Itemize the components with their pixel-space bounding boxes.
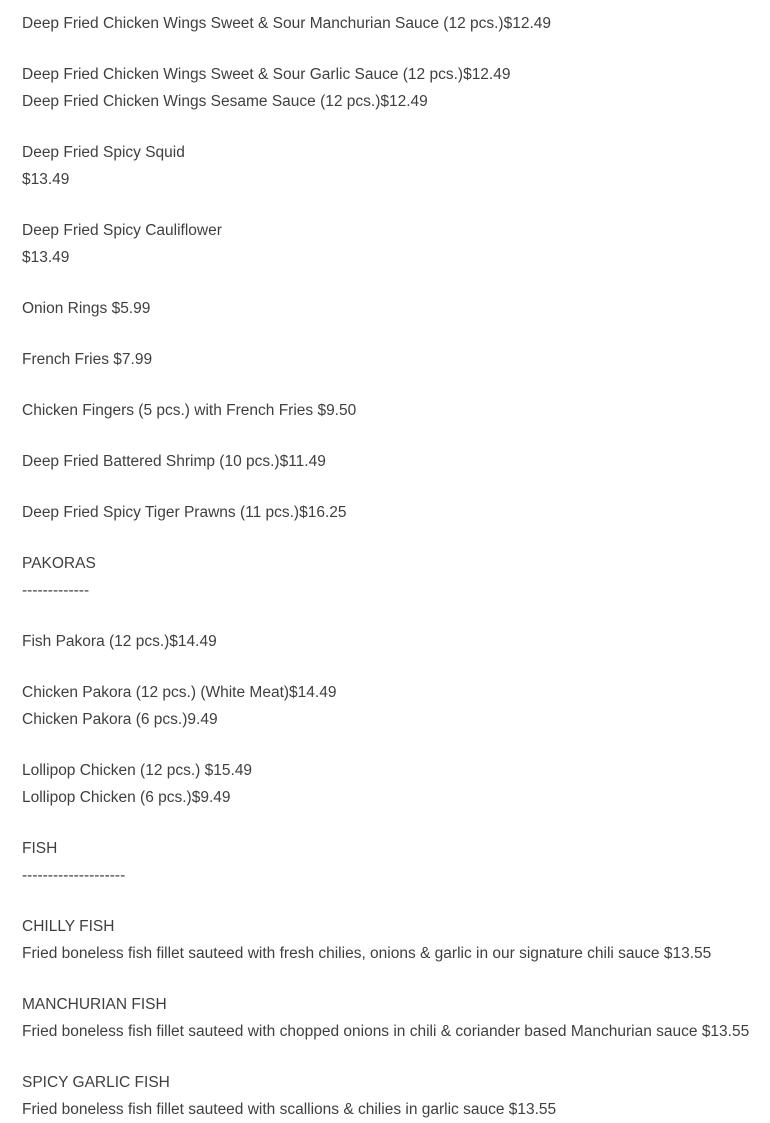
menu-line: Deep Fried Battered Shrimp (10 pcs.)$11.49: [22, 453, 326, 470]
menu-line: Lollipop Chicken (12 pcs.) $15.49: [22, 762, 253, 779]
menu-price: $13.49: [22, 171, 70, 188]
menu-line: Deep Fried Chicken Wings Sweet & Sour Garlic Sauce (12 pcs.)$12.49: [22, 66, 511, 83]
menu-item: [22, 397, 770, 424]
section-title-fish: FISH: [22, 840, 58, 857]
section-divider: -------------: [22, 582, 90, 599]
menu-line: Deep Fried Chicken Wings Sweet & Sour Manchurian Sauce (12 pcs.)$12.49: [22, 15, 551, 32]
dish-name: MANCHURIAN FISH: [22, 996, 167, 1013]
menu-item: [22, 346, 770, 373]
menu-price: $13.49: [22, 249, 70, 266]
menu-item: [22, 991, 770, 1045]
menu-item: [22, 913, 770, 967]
menu-line: Chicken Fingers (5 pcs.) with French Fries $9.50: [22, 402, 357, 419]
menu-item: [22, 499, 770, 526]
menu-item: [22, 628, 770, 655]
menu-line: Deep Fried Spicy Squid: [22, 144, 185, 161]
dish-name: CHILLY FISH: [22, 918, 115, 935]
section-heading: [22, 550, 770, 604]
menu-item: [22, 61, 770, 115]
menu-item: [22, 10, 770, 37]
menu-item: [22, 757, 770, 811]
menu-line: Chicken Pakora (12 pcs.) (White Meat)$14.49: [22, 684, 337, 701]
menu-item: [22, 295, 770, 322]
menu-item: [22, 139, 770, 193]
menu-item: [22, 679, 770, 733]
menu-line: Lollipop Chicken (6 pcs.)$9.49: [22, 789, 231, 806]
menu-line: French Fries $7.99: [22, 351, 153, 368]
dish-description: Fried boneless fish fillet sauteed with chopped onions in chili & coriander based Manchurian sauce $13.55: [22, 1023, 750, 1040]
section-divider: --------------------: [22, 867, 126, 884]
menu-line: Deep Fried Spicy Tiger Prawns (11 pcs.)$16.25: [22, 504, 347, 521]
section-title-pakoras: PAKORAS: [22, 555, 96, 572]
menu-item: [22, 1069, 770, 1123]
menu-line: Deep Fried Chicken Wings Sesame Sauce (12 pcs.)$12.49: [22, 93, 428, 110]
menu-item: [22, 448, 770, 475]
menu-line: Deep Fried Spicy Cauliflower: [22, 222, 222, 239]
menu-line: Fish Pakora (12 pcs.)$14.49: [22, 633, 217, 650]
dish-name: SPICY GARLIC FISH: [22, 1074, 170, 1091]
dish-description: Fried boneless fish fillet sauteed with fresh chilies, onions & garlic in our signature chili sauce $13.55: [22, 945, 712, 962]
menu-item: [22, 217, 770, 271]
dish-description: Fried boneless fish fillet sauteed with scallions & chilies in garlic sauce $13.55: [22, 1101, 557, 1118]
section-heading: [22, 835, 770, 889]
menu-line: Onion Rings $5.99: [22, 300, 151, 317]
menu-line: Chicken Pakora (6 pcs.)9.49: [22, 711, 218, 728]
